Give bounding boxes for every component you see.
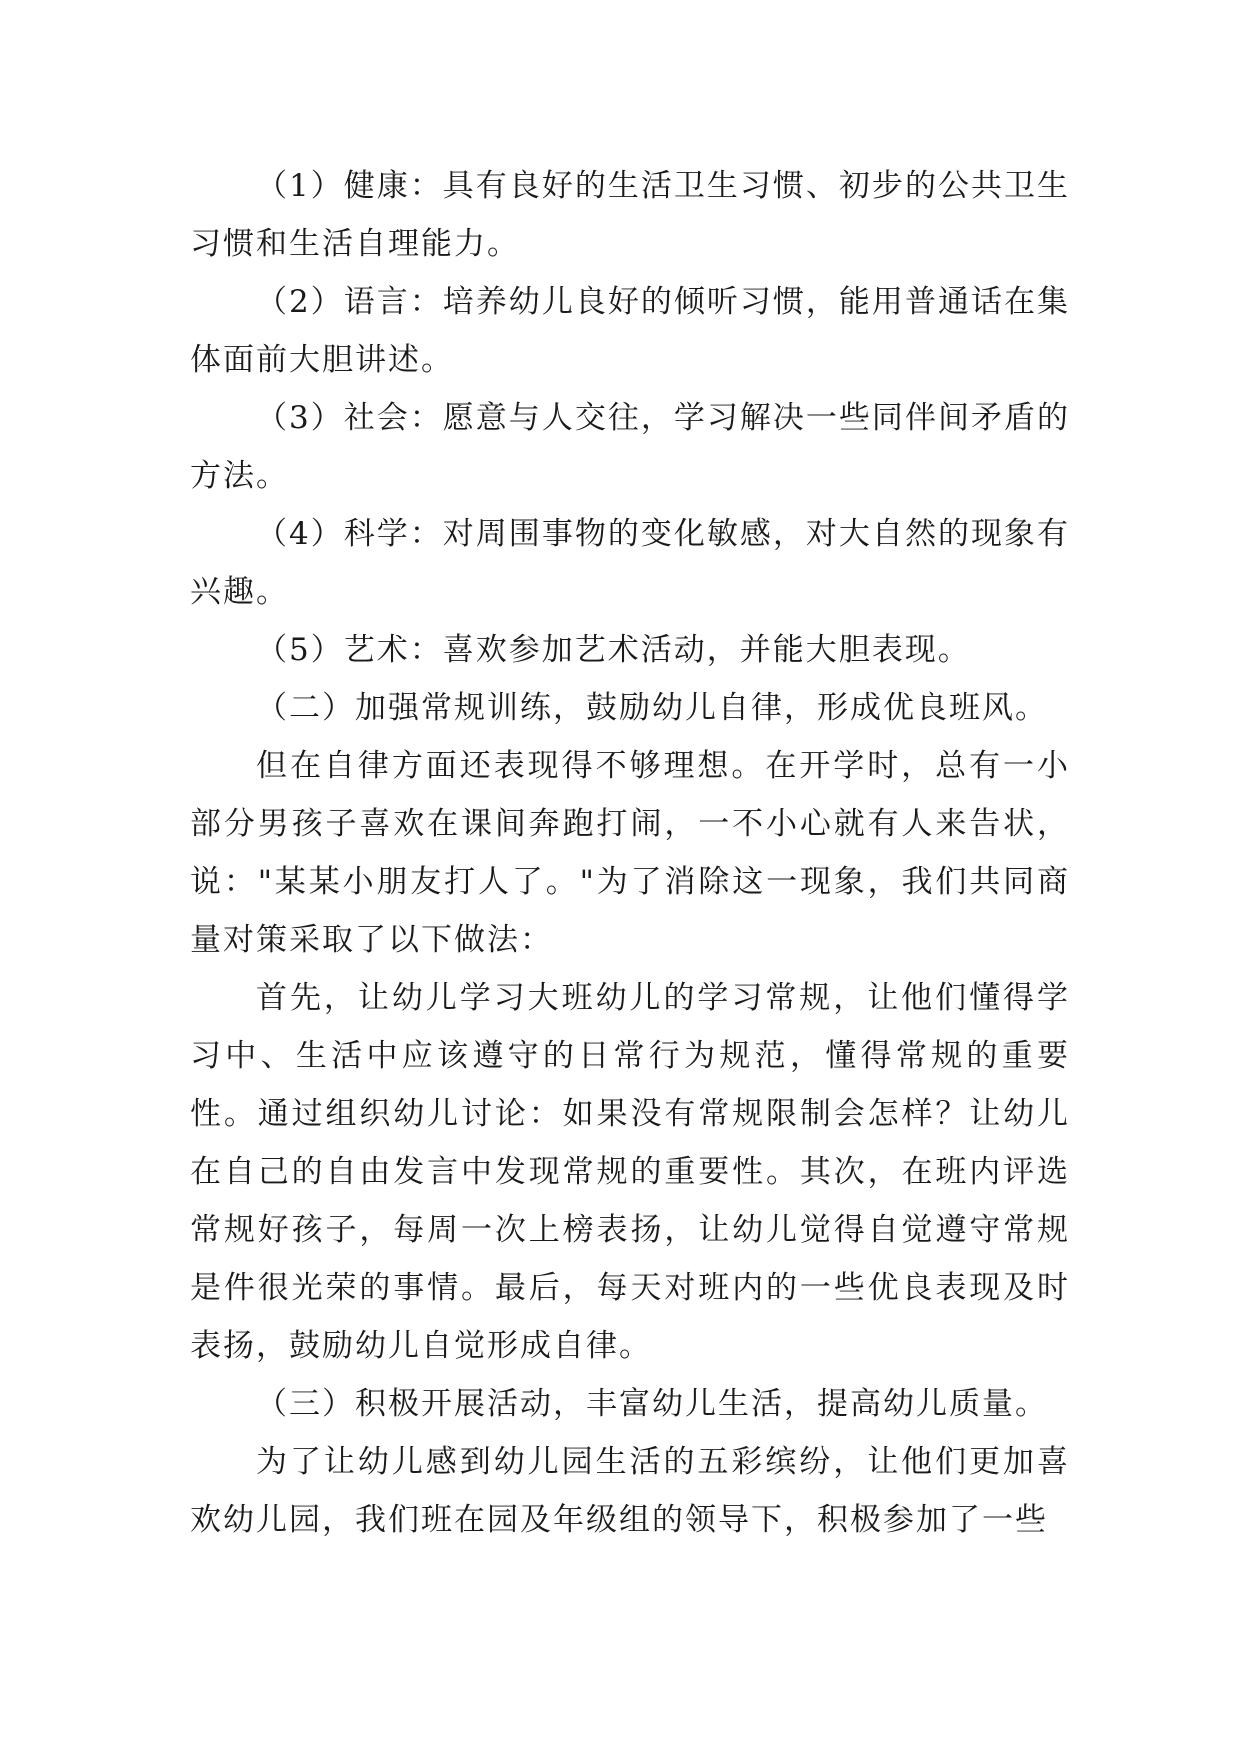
paragraph-health-goal: （1）健康：具有良好的生活卫生习惯、初步的公共卫生习惯和生活自理能力。 (190, 168, 1070, 262)
paragraph-social-goal: （3）社会：愿意与人交往，学习解决一些同伴间矛盾的方法。 (190, 400, 1070, 494)
paragraph-art-goal: （5）艺术：喜欢参加艺术活动，并能大胆表现。 (256, 632, 971, 668)
paragraph-activities-intro: 为了让幼儿感到幼儿园生活的五彩缤纷，让他们更加喜欢幼儿园，我们班在园及年级组的领导下，积极参加了一些 (190, 1444, 1070, 1538)
section-heading-activities: （三）积极开展活动，丰富幼儿生活，提高幼儿质量。 (256, 1386, 1048, 1422)
paragraph-measures: 首先，让幼儿学习大班幼儿的学习常规，让他们懂得学习中、生活中应该遵守的日常行为规范，懂得常规的重要性。通过组织幼儿讨论：如果没有常规限制会怎样？让幼儿在自己的自由发言中发现常规的重要性。其次，在班内评选常规好孩子，每周一次上榜表扬，让幼儿觉得自觉遵守常规是件很光荣的事情。最后，每天对班内的一些优良表现及时表扬，鼓励幼儿自觉形成自律。 (190, 980, 1070, 1364)
body-text (190, 157, 1070, 1549)
paragraph-self-discipline: 但在自律方面还表现得不够理想。在开学时，总有一小部分男孩子喜欢在课间奔跑打闹，一不小心就有人来告状，说："某某小朋友打人了。"为了消除这一现象，我们共同商量对策采取了以下做法： (190, 748, 1070, 958)
section-heading-routine-training: （二）加强常规训练，鼓励幼儿自律，形成优良班风。 (256, 690, 1048, 726)
paragraph-science-goal: （4）科学：对周围事物的变化敏感，对大自然的现象有兴趣。 (190, 516, 1070, 610)
paragraph-language-goal: （2）语言：培养幼儿良好的倾听习惯，能用普通话在集体面前大胆讲述。 (190, 284, 1070, 378)
